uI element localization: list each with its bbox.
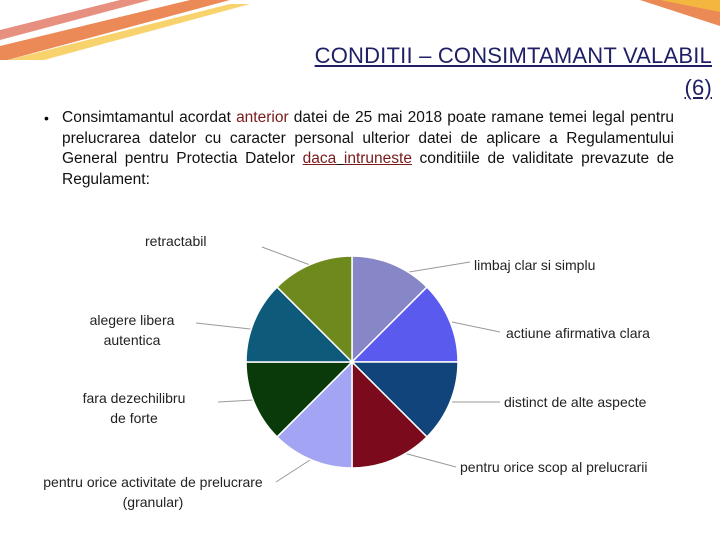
label-activitate-line2: (granular) [122,494,184,510]
label-activitate-line1: pentru orice activitate de prelucrare [43,474,263,490]
label-fara-dezechilibru [74,388,194,428]
label-alegere-line1: alegere libera [89,312,175,328]
leader-line-4 [218,400,254,402]
label-scop: pentru orice scop al prelucrarii [460,459,648,475]
label-fara-line1: fara dezechilibru [82,390,186,406]
bullet-text-part1: Consimtamantul acordat [62,109,237,126]
highlight-anterior: anterior [236,109,289,126]
pie-slices [246,256,458,468]
highlight-intruneste: intruneste [343,150,412,167]
leader-line-6 [400,452,456,467]
bullet-text-part3: conditiile de validitate prevazute de Regulament: [62,150,675,188]
label-alegere-line2: autentica [103,332,161,348]
label-actiune-afirmativa: actiune afirmativa clara [506,325,650,341]
bullet-marker: • [44,110,49,126]
leader-line-2 [196,323,260,330]
label-fara-line2: de forte [110,410,158,426]
slide-title-line1: CONDITII – CONSIMTAMANT VALABIL [314,43,712,68]
label-orice-activitate [26,472,280,512]
slide-title-line2: (6) [684,75,712,100]
leader-line-7 [276,460,310,482]
label-retractabil: retractabil [145,233,207,249]
leader-line-3 [452,322,500,332]
label-limbaj-clar: limbaj clar si simplu [474,257,596,273]
highlight-daca: daca [302,150,337,167]
label-alegere-libera [72,310,192,350]
label-distinct: distinct de alte aspecte [504,394,647,410]
bullet-text-part2: datei de 25 mai 2018 poate ramane temei legal pentru prelucrarea datelor cu caracter personal ulterior datei de aplicare a Regulamentului General pentru Protectia Datelor [62,109,674,167]
